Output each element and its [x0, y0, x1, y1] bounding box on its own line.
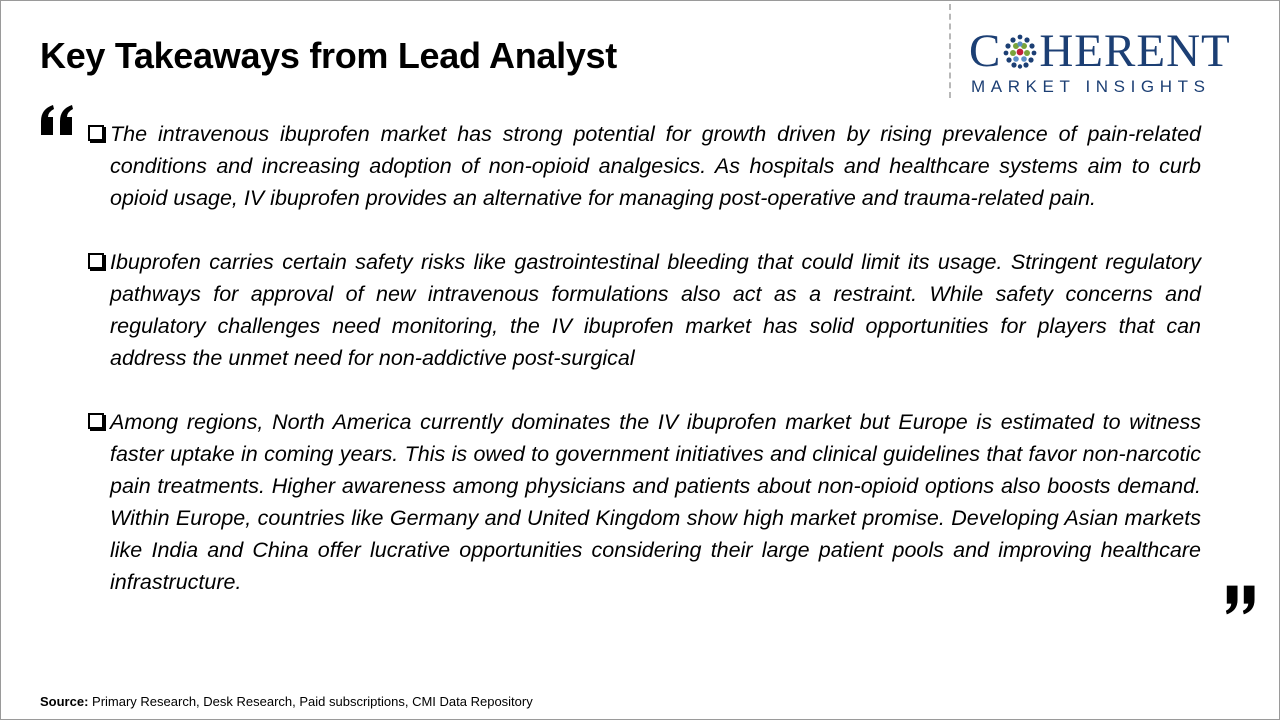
logo-letters-herent: HERENT	[1039, 25, 1231, 77]
checkbox-bullet-icon	[88, 253, 104, 269]
list-item	[88, 406, 1201, 598]
company-logo	[969, 25, 1264, 101]
takeaway-text: The intravenous ibuprofen market has strong potential for growth driven by rising prevalence of pain-related conditions and increasing adoption of non-opioid analgesics. As hospitals and healthcare systems aim to curb opioid usage, IV ibuprofen provides an alternative for managing post-operative and trauma-related pain.	[110, 122, 1201, 210]
close-quote-icon	[1225, 583, 1259, 617]
source-label: Source:	[40, 694, 89, 709]
checkbox-bullet-icon	[88, 125, 104, 141]
logo-globe-icon	[1002, 33, 1038, 69]
logo-subtitle: MARKET INSIGHTS	[971, 77, 1211, 96]
source-text: Primary Research, Desk Research, Paid subscriptions, CMI Data Repository	[88, 694, 533, 709]
list-item	[88, 246, 1201, 374]
takeaways-list	[88, 118, 1201, 630]
logo-letter-c: C	[969, 25, 1002, 77]
takeaway-text: Ibuprofen carries certain safety risks like gastrointestinal bleeding that could limit its usage. Stringent regulatory pathways for approval of new intravenous formulations also act as a restraint. While safety concerns and regulatory challenges need monitoring, the IV ibuprofen market has solid opportunities for players that can address the unmet need for non-addictive post-surgical	[110, 250, 1201, 370]
logo-wordmark	[969, 25, 1264, 77]
source-note	[40, 694, 533, 709]
checkbox-bullet-icon	[88, 413, 104, 429]
open-quote-icon	[39, 103, 77, 139]
takeaway-text: Among regions, North America currently dominates the IV ibuprofen market but Europe is estimated to witness faster uptake in coming years. This is owed to government initiatives and clinical guidelines that favor non-narcotic pain treatments. Higher awareness among physicians and patients about non-opioid options also boosts demand. Within Europe, countries like Germany and United Kingdom show high market promise. Developing Asian markets like India and China offer lucrative opportunities considering their large patient pools and improving healthcare infrastructure.	[110, 410, 1201, 594]
list-item	[88, 118, 1201, 214]
page-title: Key Takeaways from Lead Analyst	[40, 35, 617, 76]
logo-divider	[949, 4, 951, 98]
